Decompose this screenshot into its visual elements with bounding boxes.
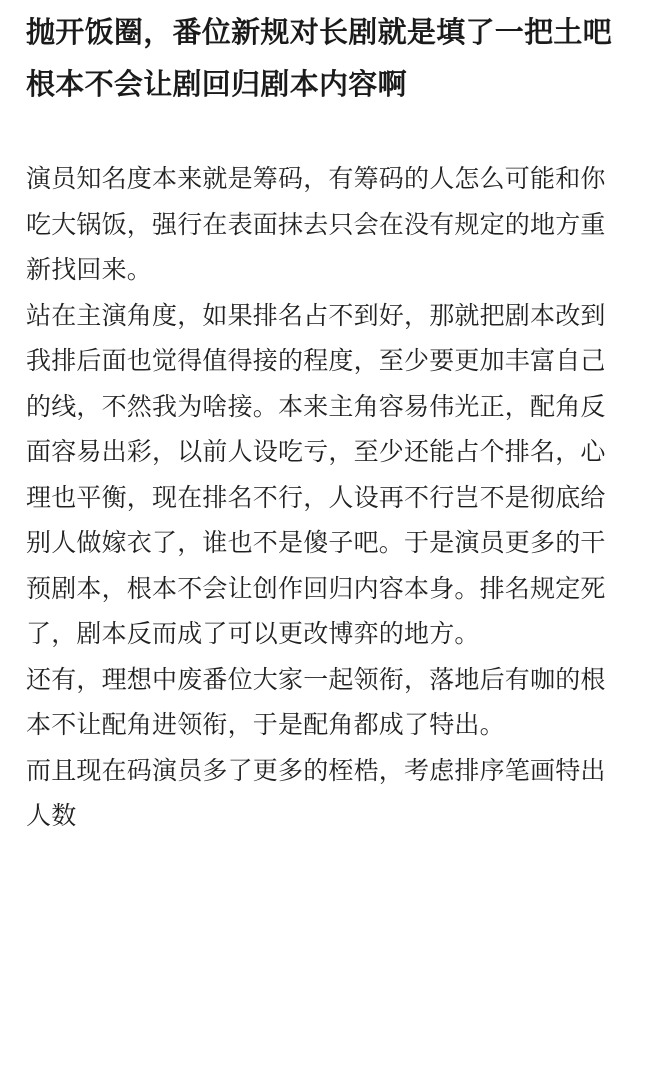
post-body (26, 156, 626, 839)
body-paragraph: 站在主演角度，如果排名占不到好，那就把剧本改到我排后面也觉得值得接的程度，至少要更加丰富自己的线，不然我为啥接。本来主角容易伟光正，配角反面容易出彩，以前人设吃亏，至少还能占个排名，心理也平衡，现在排名不行，人设再不行岂不是彻底给别人做嫁衣了，谁也不是傻子吧。于是演员更多的干预剧本，根本不会让创作回归内容本身。排名规定死了，剧本反而成了可以更改博弈的地方。 (26, 300, 606, 648)
body-paragraph: 还有，理想中废番位大家一起领衔，落地后有咖的根本不让配角进领衔，于是配角都成了特出。 (26, 664, 606, 739)
body-paragraph: 而且现在码演员多了更多的桎梏，考虑排序笔画特出人数 (26, 755, 606, 830)
body-paragraph: 演员知名度本来就是筹码，有筹码的人怎么可能和你吃大锅饭，强行在表面抹去只会在没有规定的地方重新找回来。 (26, 164, 606, 284)
post-title: 抛开饭圈，番位新规对长剧就是填了一把土吧 根本不会让剧回归剧本内容啊 (26, 15, 613, 101)
